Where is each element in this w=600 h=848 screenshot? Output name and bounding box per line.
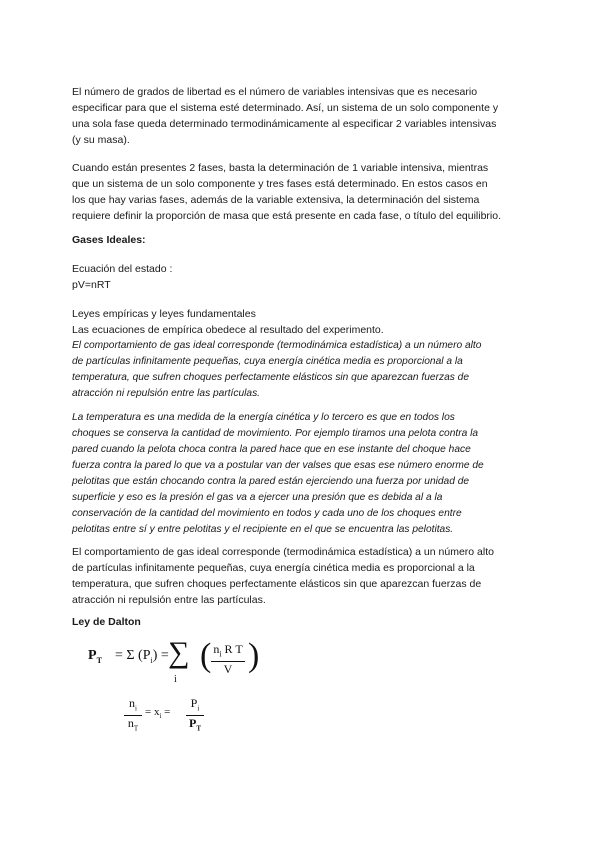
eq2-pressure-ratio: $\frac{P_i}{P_T}$ xyxy=(186,696,204,736)
eq1-sum-partials: = Σ $(P_i)$ = xyxy=(115,648,169,665)
paragraph-phases: Cuando están presentes 2 fases, basta la determinación de 1 variable intensiva, mientras que un sistema de un solo componente y tres fases está determinado. En estos casos en los que hay varias fases, además de la variable extensiva, la determinación del sistema requiere definir la proporción de masa que está presente en cada fase, o título del equilibrio. xyxy=(72,162,502,222)
eq1-denominator: V xyxy=(223,662,233,677)
eq2-mole-fraction: = $x_i$ = xyxy=(145,706,171,721)
eq1-right-paren: ) xyxy=(248,637,260,674)
eq1-sigma: ∑ xyxy=(168,636,190,669)
paragraph-degrees-of-freedom: El número de grados de libertad es el número de variables intensivas que es necesario especificar para que el sistema esté determinado. Así, un sistema de un solo componente y una sola fase queda determinado termodinámicamente al especificar 2 variables intensivas (y su masa). xyxy=(72,86,499,146)
eq1-numerator: $n_i$ R T xyxy=(211,642,245,662)
paragraph-italic-temperatura: La temperatura es una medida de la energía cinética y lo tercero es que en todos los choques se conserva la cantidad de movimiento. Por ejemplo tiramos una pelota contra la pared cuando la pelota choca contra la pared hace que en ese instante del choque hace fuerza contra la pared lo que va a postular van der valses que esas ese número enorme de pelotitas que están chocando contra la pared están ejerciendo una fuerza por unidad de superficie y eso es la presión el gas va a ejercer una presión que es debida al a la conservación de la cantidad del movimiento en todos y cada uno de los choques entre pelotitas entre sí y entre pelotitas y el recipiente en el que se encuentra las pelotitas. xyxy=(72,412,484,535)
paragraph-gas-ideal: El comportamiento de gas ideal corresponde (termodinámica estadística) a un número alto de partículas infinitamente pequeñas, cuya energía cinética media es proporcional a la temperatura, que sufren choques perfectamente elásticos sin que aparezcan fuerzas de atracción ni repulsión entre las partículas. xyxy=(72,546,494,606)
eq2-mole-ratio: $\frac{n_i}{n_T}$ xyxy=(124,696,142,736)
paragraph-ecuacion-estado: Ecuación del estado : pV=nRT xyxy=(72,263,173,291)
paragraph-italic-gas-ideal: El comportamiento de gas ideal corresponde (termodinámica estadística) a un número alto de partículas infinitamente pequeñas, cuya energía cinética media es proporcional a la temperatura, que sufren choques perfectamente elásticos sin que aparezcan fuerzas de atracción ni repulsión entre las partículas. xyxy=(72,340,482,399)
dalton-equation-mole-fraction xyxy=(124,696,234,736)
eq1-left-paren: ( xyxy=(200,637,212,674)
eq1-fraction xyxy=(211,642,245,676)
eq1-sum-index: i xyxy=(174,674,177,685)
eq1-lhs: $P_T$ xyxy=(88,648,102,665)
heading-gases-ideales: Gases Ideales: xyxy=(72,234,146,246)
dalton-equation-total-pressure xyxy=(88,636,258,688)
paragraph-leyes: Leyes empíricas y leyes fundamentales Las ecuaciones de empírica obedece al resultado del experimento. xyxy=(72,308,384,336)
heading-ley-de-dalton: Ley de Dalton xyxy=(72,616,141,628)
